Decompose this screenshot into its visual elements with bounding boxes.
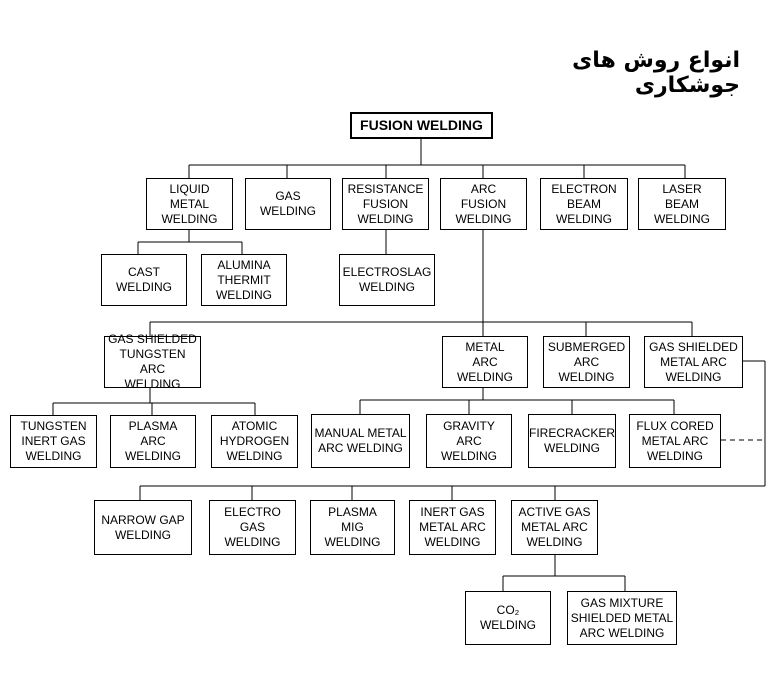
node-atomic-hydrogen-welding: ATOMIC HYDROGEN WELDING [211,415,298,468]
node-liquid-metal-welding: LIQUID METAL WELDING [146,178,233,230]
node-plasma-arc-welding: PLASMA ARC WELDING [110,415,196,468]
diagram-title: انواع روش های جوشکاری [572,48,740,98]
node-gas-welding: GAS WELDING [245,178,331,230]
node-electron-beam-welding: ELECTRON BEAM WELDING [540,178,628,230]
node-gravity-arc-welding: GRAVITY ARC WELDING [426,414,512,468]
node-co2-welding: CO₂ WELDING [465,591,551,645]
node-active-gas-metal-arc-welding: ACTIVE GAS METAL ARC WELDING [511,500,598,555]
node-fusion-welding: FUSION WELDING [350,112,493,139]
node-cast-welding: CAST WELDING [101,254,187,306]
node-metal-arc-welding: METAL ARC WELDING [442,336,528,388]
node-laser-beam-welding: LASER BEAM WELDING [638,178,726,230]
node-plasma-mig-welding: PLASMA MIG WELDING [310,500,395,555]
node-manual-metal-arc-welding: MANUAL METAL ARC WELDING [311,414,410,468]
node-submerged-arc-welding: SUBMERGED ARC WELDING [543,336,630,388]
node-gas-shielded-tungsten-arc-welding: GAS SHIELDED TUNGSTEN ARC WELDING [104,336,201,388]
node-electro-gas-welding: ELECTRO GAS WELDING [209,500,296,555]
node-tungsten-inert-gas-welding: TUNGSTEN INERT GAS WELDING [10,415,97,468]
node-firecracker-welding: FIRECRACKER WELDING [528,414,616,468]
node-narrow-gap-welding: NARROW GAP WELDING [94,500,192,555]
node-electroslag-welding: ELECTROSLAG WELDING [339,254,435,306]
node-inert-gas-metal-arc-welding: INERT GAS METAL ARC WELDING [409,500,496,555]
node-arc-fusion-welding: ARC FUSION WELDING [440,178,527,230]
node-gas-mixture-shielded-metal-arc-welding: GAS MIXTURE SHIELDED METAL ARC WELDING [567,591,677,645]
node-flux-cored-metal-arc-welding: FLUX CORED METAL ARC WELDING [629,414,721,468]
node-resistance-fusion-welding: RESISTANCE FUSION WELDING [342,178,429,230]
node-alumina-thermit-welding: ALUMINA THERMIT WELDING [201,254,287,306]
node-gas-shielded-metal-arc-welding: GAS SHIELDED METAL ARC WELDING [644,336,743,388]
